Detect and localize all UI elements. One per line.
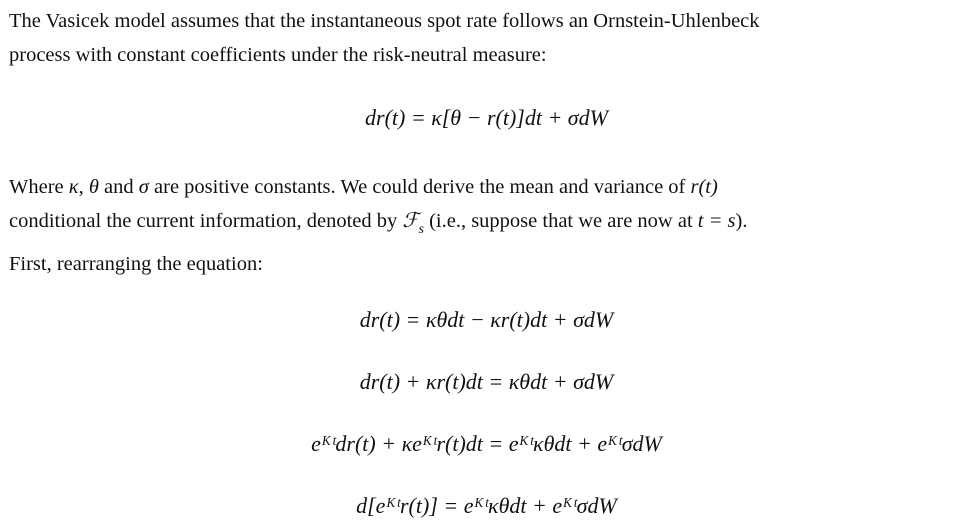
intro-paragraph [9,4,967,72]
t-equals-s-expression: t = s [697,210,736,232]
rearranged-equation-4: d[eᴷᵗr(t)] = eᴷᵗκθdt + eᴷᵗσdW [356,493,617,518]
text-fragment: are positive constants. We could derive the mean and variance of [148,176,691,198]
rearranged-equation-3: eᴷᵗdr(t) + κeᴷᵗr(t)dt = eᴷᵗκθdt + eᴷᵗσdW [311,431,662,456]
filtration-symbol: ℱ [402,210,419,232]
vasicek-sde-equation: dr(t) = κ[θ − r(t)]dt + σdW [365,105,608,130]
constants-line-3: First, rearranging the equation: [9,253,263,275]
r-of-t-symbol: r(t) [690,176,718,198]
constants-paragraph [9,170,967,281]
text-fragment: ). [735,210,748,232]
constants-line-2 [9,204,967,247]
filtration-subscript: s [418,222,424,237]
rearranged-equation-2: dr(t) + κr(t)dt = κθdt + σdW [359,369,614,394]
text-fragment: and [98,176,139,198]
rearranged-equation-1: dr(t) = κθdt − κr(t)dt + σdW [359,307,614,332]
intro-line-2: process with constant coefficients under the risk-neutral measure: [9,44,547,66]
sigma-symbol: σ [138,176,149,198]
kappa-symbol: κ [68,176,79,198]
text-fragment: conditional the current information, denoted by [9,210,403,232]
text-fragment: (i.e., suppose that we are now at [423,210,698,232]
intro-line-1: The Vasicek model assumes that the instantaneous spot rate follows an Ornstein-Uhlenbeck [9,10,760,32]
theta-symbol: θ [88,176,99,198]
constants-line-1 [9,170,967,204]
text-fragment: Where [9,176,69,198]
text-fragment: , [78,176,89,198]
